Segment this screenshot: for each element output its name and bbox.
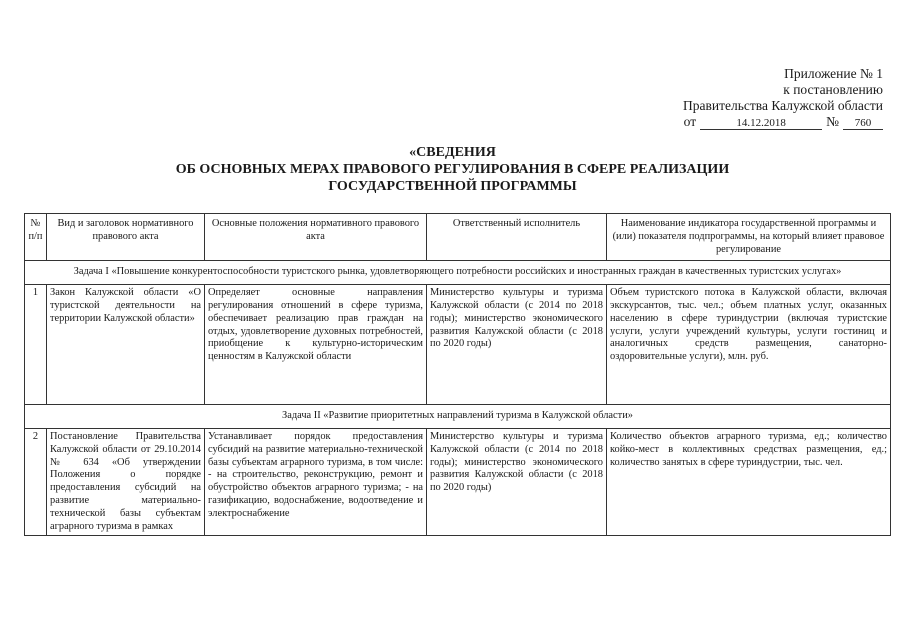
appendix-line-3: Правительства Калужской области	[682, 98, 883, 113]
header-act: Вид и заголовок нормативного правового акта	[47, 214, 205, 261]
decree-number: 760	[843, 117, 883, 130]
table-header-row	[25, 214, 891, 261]
row-1-number: 1	[25, 285, 47, 405]
header-number: № п/п	[25, 214, 47, 261]
appendix-signature-line	[683, 114, 883, 130]
appendix-line-2: к постановлению	[783, 82, 883, 97]
header-executor: Ответственный исполнитель	[427, 214, 607, 261]
task-2-heading: Задача II «Развитие приоритетных направлений туризма в Калужской области»	[25, 405, 891, 429]
row-2-number: 2	[25, 428, 47, 535]
number-label: №	[826, 114, 839, 129]
row-1-executor: Министерство культуры и туризма Калужской области (с 2014 по 2018 годы); министерство экономического развития Калужской области (с 2018 по 2020 годы)	[427, 285, 607, 405]
title-line-2: ОБ ОСНОВНЫХ МЕРАХ ПРАВОВОГО РЕГУЛИРОВАНИЯ В СФЕРЕ РЕАЛИЗАЦИИ	[175, 162, 730, 177]
appendix-block	[683, 66, 883, 130]
decree-date: 14.12.2018	[700, 117, 822, 130]
task-row	[25, 261, 891, 285]
appendix-line-1: Приложение № 1	[784, 66, 883, 81]
title-line-1: «СВЕДЕНИЯ	[409, 145, 496, 160]
row-1-indicator: Объем туристского потока в Калужской области, включая экскурсантов, тыс. чел.; объем платных услуг, оказанных населению в сфере туриндустрии (включая туристские услуги, услуги учреждений культуры, услуги гостиниц и аналогичных средств размещения, санаторно-оздоровительные услуги), млн. руб.	[607, 285, 891, 405]
header-provisions: Основные положения нормативного правового акта	[205, 214, 427, 261]
header-indicator: Наименование индикатора государственной программы и (или) показателя подпрограммы, на который влияет правовое регулирование	[607, 214, 891, 261]
row-2-act: Постановление Правительства Калужской области от 29.10.2014 № 634 «Об утверждении Положения о порядке предоставления субсидий на развитие материально-технической базы субъектам аграрного туризма в рамках	[47, 428, 205, 535]
table-row	[25, 285, 891, 405]
row-2-executor: Министерство культуры и туризма Калужской области (с 2014 по 2018 годы); министерство экономического развития Калужской области (с 2018 по 2020 годы)	[427, 428, 607, 535]
row-2-indicator: Количество объектов аграрного туризма, ед.; количество койко-мест в коллективных средствах размещения, ед.; количество занятых в сфере туриндустрии, тыс. чел.	[607, 428, 891, 535]
row-1-act: Закон Калужской области «О туристской деятельности на территории Калужской области»	[47, 285, 205, 405]
task-1-heading: Задача I «Повышение конкурентоспособности туристского рынка, удовлетворяющего потребности российских и иностранных граждан в качественных туристских услугах»	[25, 261, 891, 285]
document-title	[0, 144, 905, 195]
title-line-3: ГОСУДАРСТВЕННОЙ ПРОГРАММЫ	[328, 179, 577, 194]
row-2-provisions: Устанавливает порядок предоставления субсидий на развитие материально-технической базы субъектам аграрного туризма, в том числе: - на строительство, реконструкцию, ремонт и обустройство объектов аграрного туризма; - на газификацию, водоснабжение, водоотведение и электроснабжение	[205, 428, 427, 535]
table-row	[25, 428, 891, 535]
from-label: от	[683, 114, 697, 129]
row-1-provisions: Определяет основные направления регулирования отношений в сфере туризма, обеспечивает реализацию прав граждан на отдых, удовлетворение духовных потребностей, приобщение к культурно-историческим ценностям в Калужской области	[205, 285, 427, 405]
task-row	[25, 405, 891, 429]
measures-table	[24, 213, 891, 536]
